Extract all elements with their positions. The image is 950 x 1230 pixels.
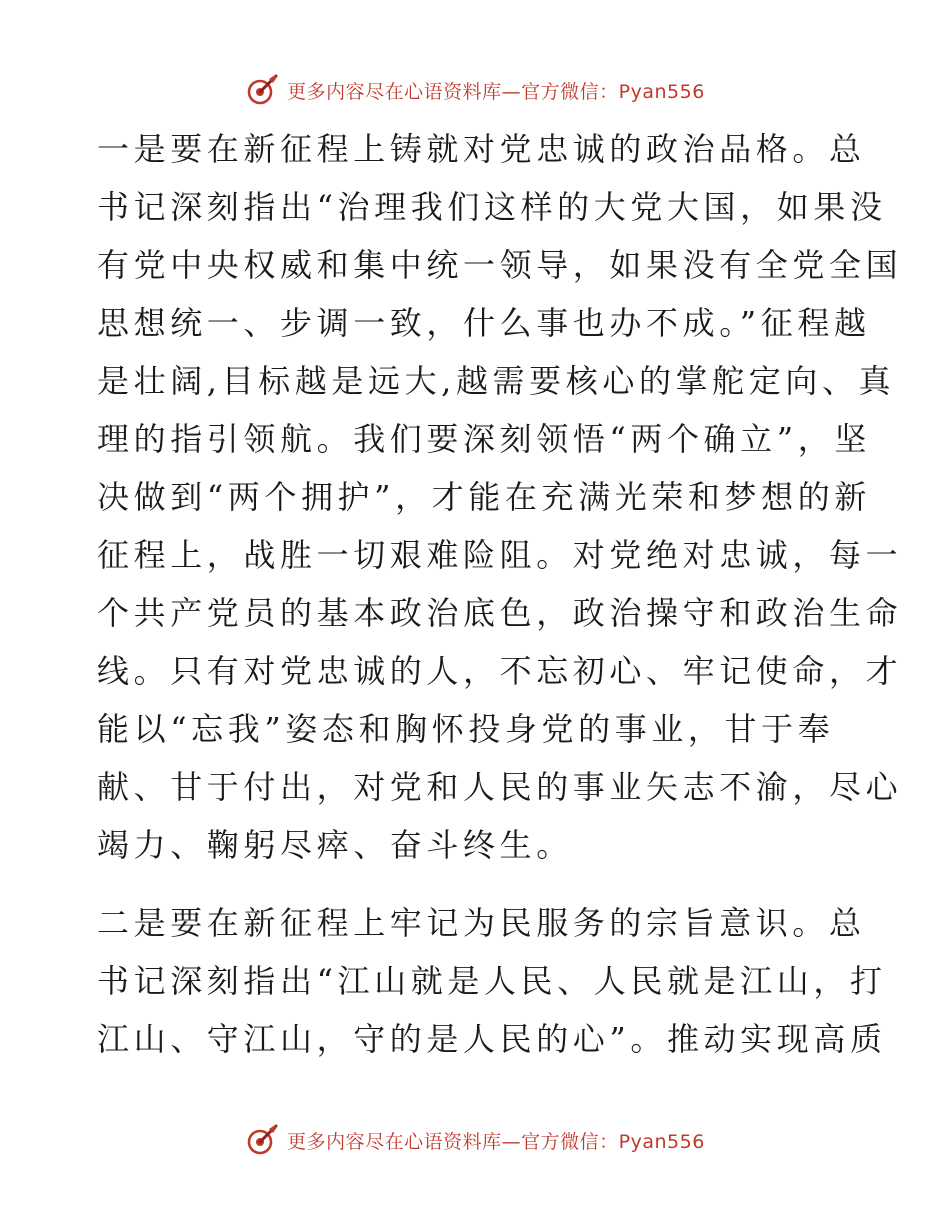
text-line: 线。只有对党忠诚的人，不忘初心、牢记使命，才 (97, 652, 903, 690)
text-line: 竭力、鞠躬尽瘁、奋斗终生。 (97, 826, 573, 864)
text-line: 书记深刻指出“江山就是人民、人民就是江山，打 (97, 962, 887, 1000)
text-line: 决做到“两个拥护”，才能在充满光荣和梦想的新 (97, 478, 871, 516)
paragraph-1 (97, 120, 903, 874)
text-line: 理的指引领航。我们要深刻领悟“两个确立”，坚 (97, 420, 871, 458)
pen-circle-logo-icon (245, 73, 279, 107)
text-line: 是壮阔,目标越是远大,越需要核心的掌舵定向、真 (97, 362, 896, 400)
paragraph-2 (97, 894, 887, 1068)
text-line: 江山、守江山，守的是人民的心”。推动实现高质 (97, 1020, 887, 1058)
text-line: 个共产党员的基本政治底色，政治操守和政治生命 (97, 594, 903, 632)
footer-banner-text: 更多内容尽在心语资料库—官方微信：Pyan556 (287, 1130, 705, 1153)
header-watermark-banner (0, 70, 950, 110)
text-line: 有党中央权威和集中统一领导，如果没有全党全国 (97, 246, 903, 284)
text-line: 征程上，战胜一切艰难险阻。对党绝对忠诚，每一 (97, 536, 903, 574)
document-body (97, 120, 903, 1068)
text-line: 献、甘于付出，对党和人民的事业矢志不渝，尽心 (97, 768, 903, 806)
text-line: 书记深刻指出“治理我们这样的大党大国，如果没 (97, 188, 887, 226)
text-line: 思想统一、步调一致，什么事也办不成。”征程越 (97, 304, 871, 342)
header-banner-text: 更多内容尽在心语资料库—官方微信：Pyan556 (287, 80, 705, 103)
text-line: 二是要在新征程上牢记为民服务的宗旨意识。总 (97, 904, 866, 942)
pen-circle-logo-icon (245, 1123, 279, 1157)
footer-watermark-banner (0, 1120, 950, 1160)
text-line: 一是要在新征程上铸就对党忠诚的政治品格。总 (97, 130, 866, 168)
text-line: 能以“忘我”姿态和胸怀投身党的事业，甘于奉 (97, 710, 835, 748)
